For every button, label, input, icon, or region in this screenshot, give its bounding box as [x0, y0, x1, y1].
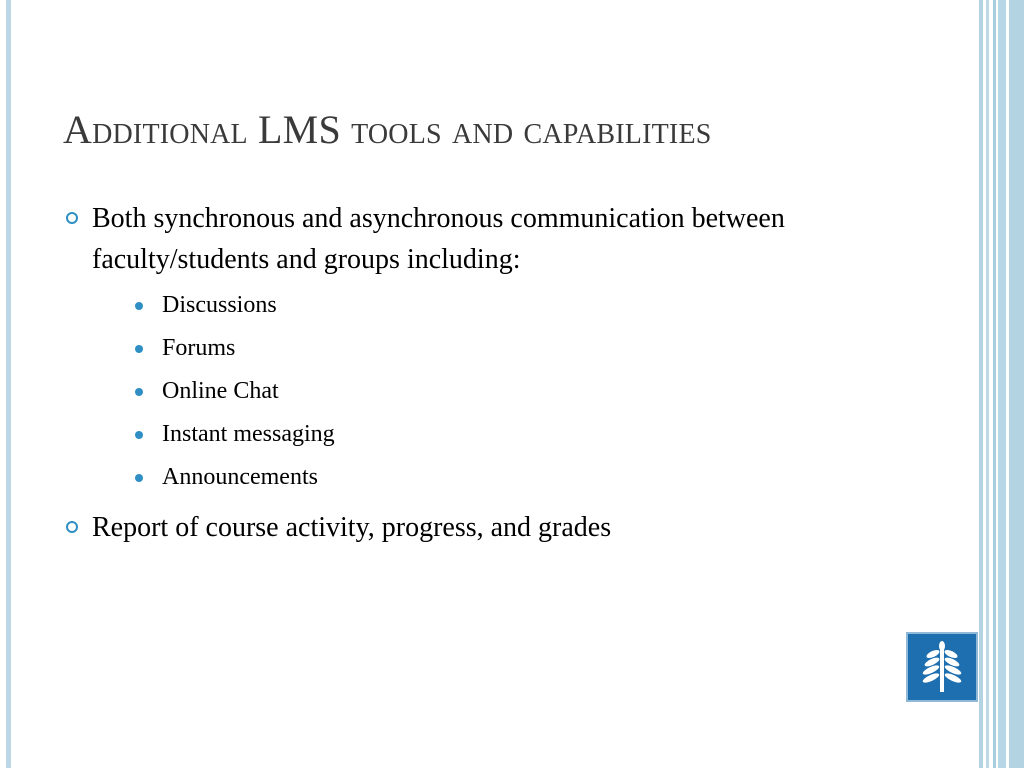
dot-bullet-icon	[135, 388, 143, 396]
border-stripe	[979, 0, 983, 768]
sub-bullet-text: Forums	[162, 335, 236, 361]
border-stripe	[986, 0, 989, 768]
right-border-stripes	[979, 0, 1024, 768]
bullet-list	[63, 198, 863, 548]
sub-bullet-item	[132, 456, 863, 499]
border-stripe	[993, 0, 996, 768]
sub-bullet-text: Instant messaging	[162, 421, 335, 447]
border-stripe	[1009, 0, 1024, 768]
ring-bullet-icon	[66, 212, 78, 224]
sub-bullet-text: Announcements	[162, 464, 318, 490]
slide-title: Additional LMS tools and capabilities	[63, 107, 712, 152]
sub-bullet-text: Online Chat	[162, 378, 279, 404]
border-stripe	[998, 0, 1006, 768]
sub-bullet-list	[92, 284, 863, 499]
bullet-text: Report of course activity, progress, and grades	[92, 512, 612, 543]
bullet-item	[63, 507, 863, 548]
bullet-text: Both synchronous and asynchronous communication between faculty/students and groups including:	[92, 203, 785, 275]
bullet-item	[63, 198, 863, 499]
sub-bullet-text: Discussions	[162, 292, 277, 318]
dot-bullet-icon	[135, 431, 143, 439]
sub-bullet-item	[132, 327, 863, 370]
wheat-logo-graphic	[917, 640, 967, 694]
ring-bullet-icon	[66, 521, 78, 533]
wheat-logo-icon	[906, 632, 978, 702]
sub-bullet-item	[132, 284, 863, 327]
dot-bullet-icon	[135, 302, 143, 310]
dot-bullet-icon	[135, 474, 143, 482]
sub-bullet-item	[132, 370, 863, 413]
dot-bullet-icon	[135, 345, 143, 353]
sub-bullet-item	[132, 413, 863, 456]
left-border-stripe	[6, 0, 11, 768]
